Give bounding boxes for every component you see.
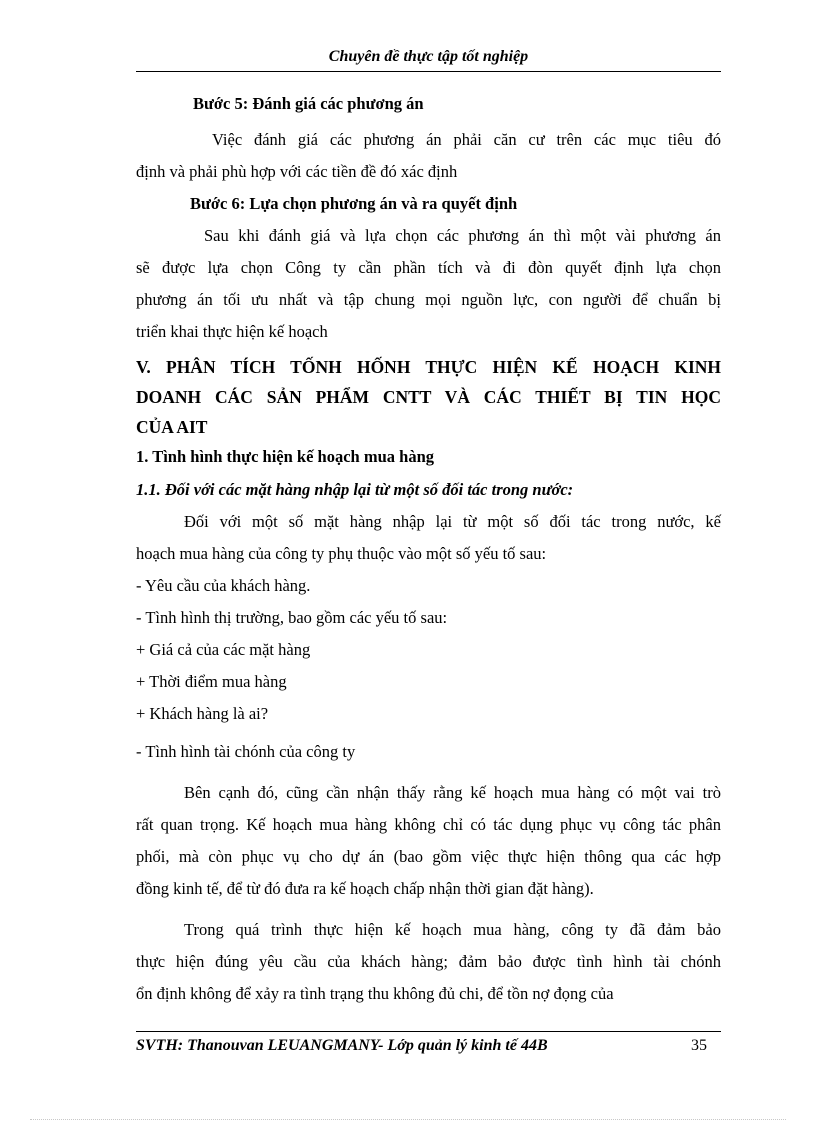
subsection-heading: 1. Tình hình thực hiện kế hoạch mua hàng (136, 447, 434, 466)
page-footer (136, 1037, 721, 1059)
step6-line-4: triển khai thực hiện kế hoạch (136, 322, 328, 341)
page-number: 35 (691, 1037, 707, 1054)
paragraph-3-line-2: thực hiện đúng yêu cầu của khách hàng; đảm bảo được tình hình tài chónh (136, 952, 721, 971)
paragraph-3-line-1: Trong quá trình thực hiện kế hoạch mua hàng, công ty đã đảm bảo (184, 920, 721, 939)
step6-line-1: Sau khi đánh giá và lựa chọn các phương án thì một vài phương án (204, 226, 721, 245)
page-bottom-divider (30, 1119, 786, 1120)
paragraph-1-line-1: Đối với một số mặt hàng nhập lại từ một số đối tác trong nước, kế (184, 512, 721, 531)
step6-line-2: sẽ được lựa chọn Công ty cần phần tích và đi đòn quyết định lựa chọn (136, 258, 721, 277)
section-heading-line-2: DOANH CÁC SẢN PHẨM CNTT VÀ CÁC THIẾT BỊ TIN HỌC (136, 387, 721, 407)
paragraph-2-line-4: đồng kinh tế, để từ đó đưa ra kế hoạch chấp nhận thời gian đặt hàng). (136, 879, 594, 898)
header-divider (136, 71, 721, 72)
footer-author: SVTH: Thanouvan LEUANGMANY- Lớp quản lý kinh tế 44B (136, 1037, 548, 1054)
subsubsection-heading: 1.1. Đối với các mặt hàng nhập lại từ một số đối tác trong nước: (136, 480, 574, 499)
paragraph-2-line-3: phối, mà còn phục vụ cho dự án (bao gồm việc thực hiện thông qua các hợp (136, 847, 721, 866)
paragraph-2-line-2: rất quan trọng. Kế hoạch mua hàng không chỉ có tác dụng phục vụ công tác phân (136, 815, 721, 834)
footer-divider (136, 1031, 721, 1032)
page-header: Chuyên đề thực tập tốt nghiệp (328, 48, 529, 65)
step6-line-3: phương án tối ưu nhất và tập chung mọi nguồn lực, con người để chuẩn bị (136, 290, 721, 309)
section-heading-line-1: V. PHÂN TÍCH TỐNH HỐNH THỰC HIỆN KẾ HOẠCH KINH (136, 357, 721, 377)
bullet-item: - Tình hình thị trường, bao gồm các yếu tố sau: (136, 608, 448, 627)
step6-heading: Bước 6: Lựa chọn phương án và ra quyết định (190, 194, 518, 213)
plus-item: + Giá cả của các mặt hàng (136, 640, 311, 659)
paragraph-2-line-1: Bên cạnh đó, cũng cần nhận thấy rằng kế hoạch mua hàng có một vai trò (184, 783, 721, 802)
bullet-item: - Tình hình tài chónh của công ty (136, 742, 356, 761)
plus-item: + Khách hàng là ai? (136, 704, 269, 723)
bullet-item: - Yêu cầu của khách hàng. (136, 576, 311, 595)
paragraph-3-line-3: ổn định không để xảy ra tình trạng thu không đủ chi, để tồn nợ đọng của (136, 984, 614, 1003)
paragraph-1-line-2: hoạch mua hàng của công ty phụ thuộc vào một số yếu tố sau: (136, 544, 547, 563)
plus-item: + Thời điểm mua hàng (136, 672, 287, 691)
section-heading-line-3: CỦA AIT (136, 417, 208, 437)
step5-line-2: định và phải phù hợp với các tiền đề đó xác định (136, 162, 458, 181)
step5-line-1: Việc đánh giá các phương án phải căn cư trên các mục tiêu đó (212, 130, 721, 149)
step5-heading: Bước 5: Đánh giá các phương án (193, 94, 424, 113)
